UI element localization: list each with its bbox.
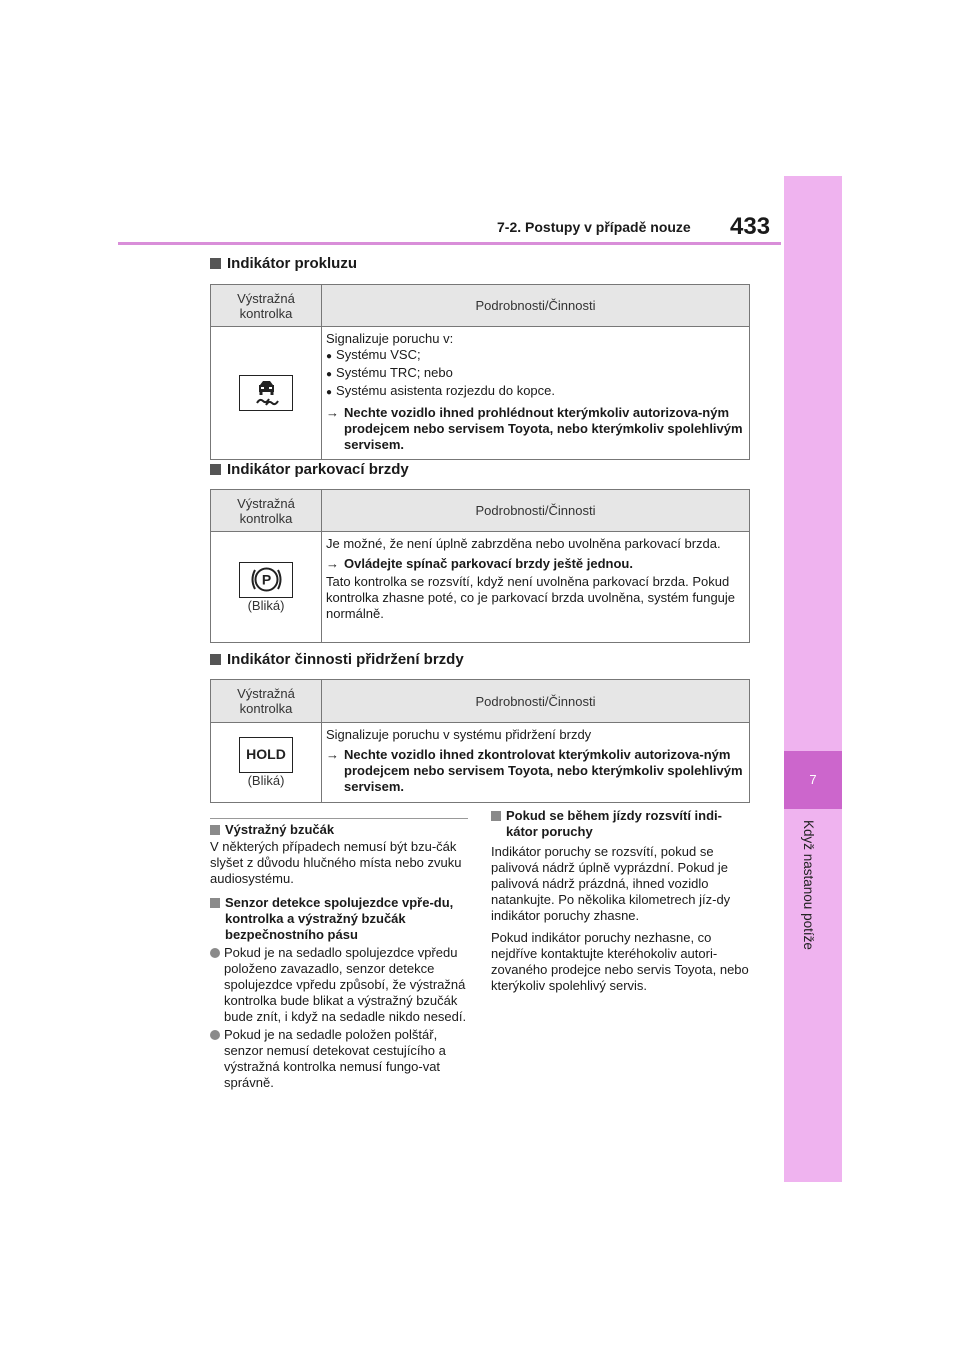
section-heading-text: Indikátor prokluzu: [227, 255, 358, 272]
square-bullet-icon: [210, 825, 220, 835]
section-title: 7-2. Postupy v případě nouze: [497, 219, 691, 235]
chapter-title: Když nastanou potíže: [801, 820, 816, 950]
action-instruction: [326, 405, 743, 453]
svg-text:P: P: [261, 571, 271, 587]
col-header-warning-light: Výstražná kontrolka: [211, 285, 322, 327]
square-bullet-icon: [491, 811, 501, 821]
round-bullet-icon: [210, 948, 220, 958]
arrow-icon: →: [326, 405, 339, 420]
note-paragraph: Indikátor poruchy se rozsvítí, pokud se palivová nádrž úplně vyprázdní. Pokud je palivová nádrž prázdná, ihned vozidlo natankujte. Po několika kilometrech jíz-dy indikátor poruchy zhasne.: [491, 844, 731, 923]
chapter-number: 7: [809, 772, 817, 787]
action-instruction: [326, 747, 743, 795]
icon-cell: [211, 723, 322, 803]
details-cell: [322, 327, 750, 460]
chapter-side-tab: [784, 176, 842, 1182]
note-heading-text: Pokud se během jízdy rozsvítí indi-kátor poruchy: [506, 808, 722, 839]
header-rule: [118, 242, 781, 245]
table-brake-hold: [210, 679, 750, 803]
details-intro: Signalizuje poruchu v systému přidržení brzdy: [326, 727, 592, 742]
note-heading: [210, 895, 468, 943]
action-text: Ovládejte spínač parkovací brzdy ještě jednou.: [344, 556, 633, 571]
arrow-icon: →: [326, 556, 339, 571]
icon-cell: [211, 327, 322, 460]
details-cell: [322, 532, 750, 643]
hold-icon: HOLD: [239, 737, 293, 773]
page-number: 433: [730, 213, 771, 240]
section-heading-brake-hold: [210, 651, 464, 668]
icon-caption: (Bliká): [247, 597, 285, 613]
details-after: Tato kontrolka se rozsvítí, když není uvolněna parkovací brzda. Pokud kontrolka zhasne poté, co je parkovací brzda uvolněna, systém funguje normálně.: [326, 574, 736, 621]
note-bullet: [210, 945, 468, 1025]
square-bullet-icon: [210, 898, 220, 908]
details-intro: Je možné, že není úplně zabrzděna nebo uvolněna parkovací brzda.: [326, 536, 721, 551]
note-bullet: [210, 1027, 468, 1091]
square-bullet-icon: [210, 654, 221, 665]
slip-indicator-icon: [239, 375, 293, 411]
notes-right-column: [491, 808, 749, 994]
chapter-number-tab: [784, 751, 842, 809]
notes-left-column: [210, 822, 468, 1091]
square-bullet-icon: [210, 464, 221, 475]
action-text: Nechte vozidlo ihned zkontrolovat kterýmkoliv autorizova-ným prodejcem nebo servisem Toyota, nebo kterýmkoliv spolehlivým servisem.: [344, 747, 743, 794]
note-heading-text: Výstražný bzučák: [225, 822, 335, 837]
icon-cell: [211, 532, 322, 643]
details-cell: [322, 723, 750, 803]
square-bullet-icon: [210, 258, 221, 269]
note-bullet-text: Pokud je na sedadlo spolujezdce vpředu položeno zavazadlo, senzor detekce spolujezdce vpředu způsobí, že výstražná kontrolka bude blikat a výstražný bzučák bude znít, i když na sedadle nikdo nesedí.: [224, 945, 467, 1024]
table-parking-brake: [210, 489, 750, 643]
note-paragraph: V některých případech nemusí být bzu-čák slyšet z důvodu hlučného místa nebo zvuku audiosystému.: [210, 839, 462, 886]
table-slip-indicator: [210, 284, 750, 460]
list-item: ● Systému asistenta rozjezdu do kopce.: [326, 383, 743, 401]
col-header-details: Podrobnosti/Činnosti: [322, 285, 750, 327]
parking-brake-icon: [239, 562, 293, 598]
note-heading: [210, 822, 468, 839]
details-intro: Signalizuje poruchu v:: [326, 331, 454, 346]
note-bullet-text: Pokud je na sedadle položen polštář, senzor nemusí detekovat cestujícího a výstražná kontrolka nemusí fungo-vat správně.: [224, 1027, 446, 1090]
note-heading-text: Senzor detekce spolujezdce vpře-du, kontrolka a výstražný bzučák bezpečnostního pásu: [225, 895, 454, 942]
col-header-details: Podrobnosti/Činnosti: [322, 490, 750, 532]
note-heading: [491, 808, 749, 840]
section-heading-parking-brake: [210, 461, 409, 478]
col-header-details: Podrobnosti/Činnosti: [322, 680, 750, 723]
action-text: Nechte vozidlo ihned prohlédnout kterýmkoliv autorizova-ným prodejcem nebo servisem Toyota, nebo kterýmkoliv spolehlivým servisem.: [344, 405, 743, 452]
section-heading-text: Indikátor činnosti přidržení brzdy: [227, 651, 464, 668]
list-item: ● Systému TRC; nebo: [326, 365, 743, 383]
round-bullet-icon: [210, 1030, 220, 1040]
action-instruction: [326, 556, 743, 572]
col-header-warning-light: Výstražná kontrolka: [211, 680, 322, 723]
notes-divider: [210, 818, 468, 819]
section-heading-slip: [210, 255, 357, 272]
list-item: ● Systému VSC;: [326, 347, 743, 365]
col-header-warning-light: Výstražná kontrolka: [211, 490, 322, 532]
section-heading-text: Indikátor parkovací brzdy: [227, 461, 409, 478]
icon-caption: (Bliká): [247, 773, 285, 788]
arrow-icon: →: [326, 747, 339, 762]
note-paragraph: Pokud indikátor poruchy nezhasne, co nejdříve kontaktujte kteréhokoliv autori-zovaného prodejce nebo servis Toyota, nebo kterýkoliv spolehlivý servis.: [491, 930, 749, 993]
